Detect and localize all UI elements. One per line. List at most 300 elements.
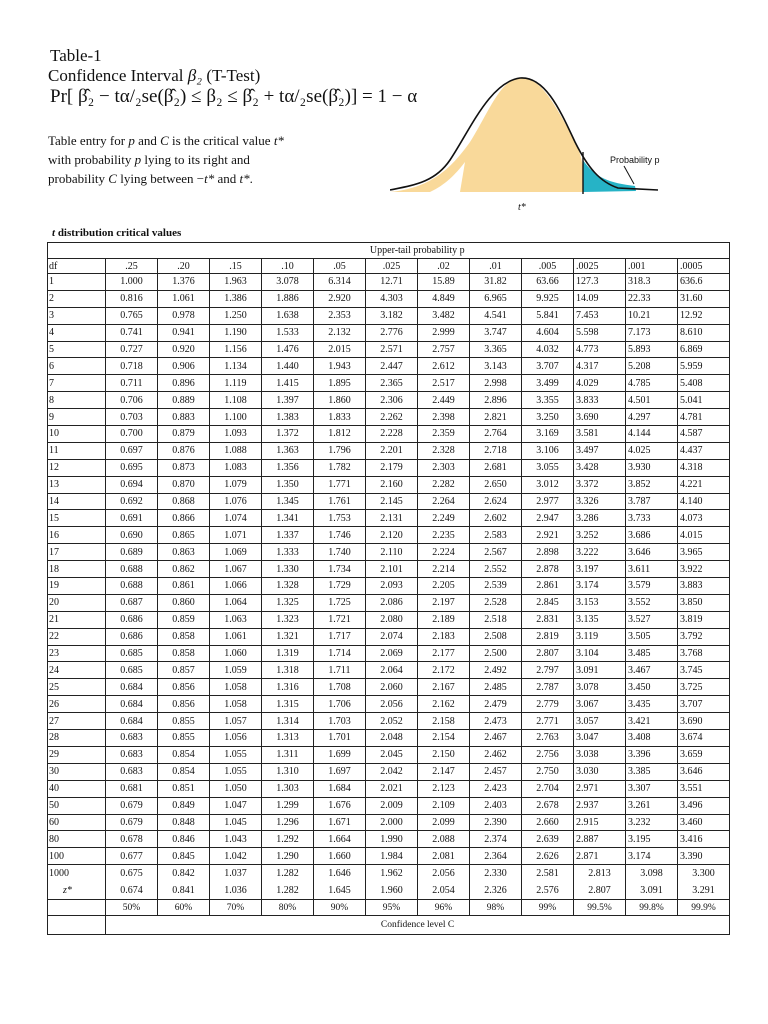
value-cell: 1.440 — [262, 358, 314, 375]
table-row — [48, 290, 730, 307]
value-cell: 1.156 — [210, 341, 262, 358]
value-cell: 1.796 — [314, 442, 366, 459]
value-cell: 3.416 — [678, 831, 730, 848]
value-cell: 2.052 — [366, 713, 418, 730]
value-cell: 3.552 — [626, 594, 678, 611]
value-cell: 1.333 — [262, 544, 314, 561]
value-cell: 3.686 — [626, 527, 678, 544]
value-cell: 3.174 — [574, 578, 626, 595]
prob-pointer — [624, 166, 634, 184]
value-cell: 3.467 — [626, 662, 678, 679]
value-cell: 0.718 — [106, 358, 158, 375]
table-caption: t distribution critical values — [52, 227, 182, 239]
column-header-10: .001 — [626, 259, 678, 274]
value-cell: 3.496 — [678, 797, 730, 814]
value-cell: 1.782 — [314, 459, 366, 476]
value-cell: 2.056 — [366, 696, 418, 713]
table-row — [48, 324, 730, 341]
value-cell: 2.353 — [314, 307, 366, 324]
value-cell: 3.428 — [574, 459, 626, 476]
value-cell: 1.310 — [262, 763, 314, 780]
value-cell: 1.833 — [314, 409, 366, 426]
value-cell: 3.307 — [626, 780, 678, 797]
value-cell: 3.485 — [626, 645, 678, 662]
value-cell: 1.386 — [210, 290, 262, 307]
value-cell: 3.482 — [418, 307, 470, 324]
value-cell: 0.684 — [106, 713, 158, 730]
value-cell: 2.898 — [522, 544, 574, 561]
value-cell: 0.675 — [120, 868, 143, 880]
value-cell: 2.154 — [418, 730, 470, 747]
confidence-cell: 99.8% — [626, 900, 678, 916]
confidence-cell: 80% — [262, 900, 314, 916]
value-cell: 2.064 — [366, 662, 418, 679]
value-cell: 2.205 — [418, 578, 470, 595]
value-cell: 3.725 — [678, 679, 730, 696]
value-cell: 0.678 — [106, 831, 158, 848]
value-cell: 1.083 — [210, 459, 262, 476]
value-cell: 2.021 — [366, 780, 418, 797]
column-header-5: .025 — [366, 259, 418, 274]
value-cell: 0.691 — [106, 510, 158, 527]
value-cell: 1.714 — [314, 645, 366, 662]
value-cell: 1.860 — [314, 392, 366, 409]
value-cell: 2.678 — [522, 797, 574, 814]
value-cell: 4.140 — [678, 493, 730, 510]
column-header-row — [48, 259, 730, 274]
value-cell: 0.706 — [106, 392, 158, 409]
value-cell: 2.183 — [418, 628, 470, 645]
value-cell: 2.101 — [366, 561, 418, 578]
value-cell: 3.232 — [626, 814, 678, 831]
value-cell: 3.169 — [522, 426, 574, 443]
value-cell: 1.740 — [314, 544, 366, 561]
table-row — [48, 544, 730, 561]
value-cell: 4.025 — [626, 442, 678, 459]
value-cell: 0.697 — [106, 442, 158, 459]
value-cell: 2.326 — [484, 885, 507, 897]
table-row — [48, 307, 730, 324]
value-cell: 2.110 — [366, 544, 418, 561]
df-cell: 14 — [48, 493, 106, 510]
value-cell: 3.450 — [626, 679, 678, 696]
value-cell: 3.300 — [692, 868, 715, 880]
value-cell: 2.214 — [418, 561, 470, 578]
value-cell: 1.646 — [328, 868, 351, 880]
value-cell: 0.741 — [106, 324, 158, 341]
value-cell: 0.683 — [106, 763, 158, 780]
value-cell: 3.091 — [640, 885, 663, 897]
value-cell: 2.167 — [418, 679, 470, 696]
value-cell: 1.761 — [314, 493, 366, 510]
df-cell: 4 — [48, 324, 106, 341]
value-cell: 3.707 — [522, 358, 574, 375]
value-cell: 1.303 — [262, 780, 314, 797]
value-cell: 1.036 — [224, 885, 247, 897]
value-cell: 3.067 — [574, 696, 626, 713]
value-cell: 2.819 — [522, 628, 574, 645]
value-cell: 3.745 — [678, 662, 730, 679]
value-cell: 1.960 — [380, 885, 403, 897]
df-cell: 7 — [48, 375, 106, 392]
value-cell: 2.797 — [522, 662, 574, 679]
df-cell: 19 — [48, 578, 106, 595]
value-cell: 1.047 — [210, 797, 262, 814]
value-cell: 2.567 — [470, 544, 522, 561]
value-cell: 3.527 — [626, 611, 678, 628]
value-cell: 3.551 — [678, 780, 730, 797]
value-cell: 1.282 — [276, 885, 299, 897]
t-table — [47, 242, 729, 935]
value-cell: 1.076 — [210, 493, 262, 510]
value-cell: 1.703 — [314, 713, 366, 730]
value-cell: 3.291 — [692, 885, 715, 897]
value-cell: 3.091 — [574, 662, 626, 679]
value-cell: 0.863 — [158, 544, 210, 561]
value-cell: 2.228 — [366, 426, 418, 443]
value-cell: 2.086 — [366, 594, 418, 611]
df-cell: 5 — [48, 341, 106, 358]
value-cell: 1.060 — [210, 645, 262, 662]
value-cell: 1.350 — [262, 476, 314, 493]
value-cell: 5.408 — [678, 375, 730, 392]
value-cell: 2.999 — [418, 324, 470, 341]
value-cell: 15.89 — [418, 274, 470, 291]
value-cell: 2.088 — [418, 831, 470, 848]
value-cell: 1.250 — [210, 307, 262, 324]
value-cell: 2.074 — [366, 628, 418, 645]
curve-body-fill — [390, 78, 583, 192]
value-cell: 2.539 — [470, 578, 522, 595]
value-cell: 3.174 — [626, 848, 678, 865]
value-cell: 3.365 — [470, 341, 522, 358]
value-cell: 2.123 — [418, 780, 470, 797]
value-cell: 1.059 — [210, 662, 262, 679]
value-cell: 2.517 — [418, 375, 470, 392]
value-cell: 1.706 — [314, 696, 366, 713]
value-cell: 1.699 — [314, 746, 366, 763]
value-cell: 3.390 — [678, 848, 730, 865]
value-cell: 1.383 — [262, 409, 314, 426]
value-cell: 3.883 — [678, 578, 730, 595]
value-cell: 3.106 — [522, 442, 574, 459]
value-cell: 10.21 — [626, 307, 678, 324]
value-cell: 63.66 — [522, 274, 574, 291]
value-cell: 2.813 — [588, 868, 611, 880]
value-cell: 31.82 — [470, 274, 522, 291]
value-cell: 0.868 — [158, 493, 210, 510]
value-cell: 2.147 — [418, 763, 470, 780]
value-cell: 0.677 — [106, 848, 158, 865]
table-row — [48, 780, 730, 797]
df-cell: 21 — [48, 611, 106, 628]
value-cell: 1.056 — [210, 730, 262, 747]
value-cell: 2.937 — [574, 797, 626, 814]
confidence-row — [48, 900, 730, 916]
value-cell: 0.879 — [158, 426, 210, 443]
value-cell: 1.066 — [210, 578, 262, 595]
value-cell: 1.708 — [314, 679, 366, 696]
value-cell: 1.671 — [314, 814, 366, 831]
value-cell: 0.683 — [106, 730, 158, 747]
value-cell: 5.893 — [626, 341, 678, 358]
df-cell: 29 — [48, 746, 106, 763]
value-cell: 2.249 — [418, 510, 470, 527]
value-cell: 31.60 — [678, 290, 730, 307]
column-header-4: .05 — [314, 259, 366, 274]
df-cell: 25 — [48, 679, 106, 696]
value-cell: 2.998 — [470, 375, 522, 392]
value-cell: 3.421 — [626, 713, 678, 730]
df-cell: 11 — [48, 442, 106, 459]
table-subtitle: Confidence Interval β₂ (T-Test) — [48, 66, 261, 85]
value-cell: 2.093 — [366, 578, 418, 595]
df-cell: 27 — [48, 713, 106, 730]
value-cell: 2.518 — [470, 611, 522, 628]
df-cell: 100 — [48, 848, 106, 865]
value-cell: 3.252 — [574, 527, 626, 544]
value-cell: 1.058 — [210, 679, 262, 696]
value-cell: 2.374 — [470, 831, 522, 848]
value-cell: 3.222 — [574, 544, 626, 561]
value-cell: 1.886 — [262, 290, 314, 307]
value-cell: 2.060 — [366, 679, 418, 696]
value-cell: 4.604 — [522, 324, 574, 341]
value-cell: 4.297 — [626, 409, 678, 426]
value-cell: 2.177 — [418, 645, 470, 662]
value-cell: 3.030 — [574, 763, 626, 780]
confidence-formula: Pr[ β̂₂ − tα/₂se(β̂₂) ≤ β₂ ≤ β̂₂ + tα/₂se(β̂₂)] = 1 − α — [50, 86, 418, 107]
value-cell: 2.552 — [470, 561, 522, 578]
value-cell: 1.323 — [262, 611, 314, 628]
df-cell: 17 — [48, 544, 106, 561]
value-cell: 2.403 — [470, 797, 522, 814]
df-cell: 18 — [48, 561, 106, 578]
value-cell: 14.09 — [574, 290, 626, 307]
value-cell: 0.689 — [106, 544, 158, 561]
value-cell: 2.492 — [470, 662, 522, 679]
value-cell: 2.756 — [522, 746, 574, 763]
value-cell: 2.131 — [366, 510, 418, 527]
value-cell: 0.841 — [172, 885, 195, 897]
value-cell: 2.330 — [484, 868, 507, 880]
value-cell: 4.849 — [418, 290, 470, 307]
table-row — [48, 713, 730, 730]
table-row — [48, 442, 730, 459]
value-cell: 4.773 — [574, 341, 626, 358]
value-cell: 3.850 — [678, 594, 730, 611]
value-cell: 2.626 — [522, 848, 574, 865]
value-cell: 2.359 — [418, 426, 470, 443]
value-cell: 0.855 — [158, 713, 210, 730]
value-cell: 2.821 — [470, 409, 522, 426]
value-cell: 1.050 — [210, 780, 262, 797]
value-cell: 2.787 — [522, 679, 574, 696]
value-cell: 5.598 — [574, 324, 626, 341]
value-cell: 1.299 — [262, 797, 314, 814]
value-cell: 4.015 — [678, 527, 730, 544]
value-cell: 0.685 — [106, 662, 158, 679]
value-cell: 3.195 — [626, 831, 678, 848]
value-cell: 0.860 — [158, 594, 210, 611]
value-cell: 1.315 — [262, 696, 314, 713]
value-cell: 2.056 — [432, 868, 455, 880]
value-cell: 0.695 — [106, 459, 158, 476]
value-cell: 2.831 — [522, 611, 574, 628]
value-cell: 0.688 — [106, 578, 158, 595]
probability-label: Probability p — [610, 155, 660, 165]
value-cell: 0.941 — [158, 324, 210, 341]
value-cell: 2.158 — [418, 713, 470, 730]
df-cell: 13 — [48, 476, 106, 493]
value-cell: 1.190 — [210, 324, 262, 341]
table-row — [48, 628, 730, 645]
value-cell: 9.925 — [522, 290, 574, 307]
table-row — [48, 578, 730, 595]
value-cell: 2.235 — [418, 527, 470, 544]
value-cell: 3.659 — [678, 746, 730, 763]
value-cell: 1.328 — [262, 578, 314, 595]
value-cell: 2.306 — [366, 392, 418, 409]
value-cell: 5.841 — [522, 307, 574, 324]
value-cell: 1.108 — [210, 392, 262, 409]
value-cell: 1.721 — [314, 611, 366, 628]
value-cell: 2.921 — [522, 527, 574, 544]
confidence-cell: 70% — [210, 900, 262, 916]
value-cell: 0.684 — [106, 696, 158, 713]
value-cell: 3.104 — [574, 645, 626, 662]
df-cell: 26 — [48, 696, 106, 713]
value-cell: 2.718 — [470, 442, 522, 459]
value-cell: 2.479 — [470, 696, 522, 713]
df-cell: 60 — [48, 814, 106, 831]
value-cell: 1.282 — [276, 868, 299, 880]
value-cell: 0.858 — [158, 645, 210, 662]
value-cell: 1.638 — [262, 307, 314, 324]
value-cell: 1.069 — [210, 544, 262, 561]
value-cell: 1.055 — [210, 746, 262, 763]
value-cell: 1.043 — [210, 831, 262, 848]
value-cell: 0.873 — [158, 459, 210, 476]
confidence-cell: 99.9% — [678, 900, 730, 916]
value-cell: 1.734 — [314, 561, 366, 578]
value-cell: 3.611 — [626, 561, 678, 578]
table-row — [48, 797, 730, 814]
value-cell: 2.201 — [366, 442, 418, 459]
value-cell: 2.473 — [470, 713, 522, 730]
value-cell: 3.119 — [574, 628, 626, 645]
value-cell: 2.009 — [366, 797, 418, 814]
value-cell: 2.447 — [366, 358, 418, 375]
value-cell: 3.078 — [262, 274, 314, 291]
table-row — [48, 645, 730, 662]
confidence-cell: 96% — [418, 900, 470, 916]
value-cell: 3.047 — [574, 730, 626, 747]
value-cell: 2.947 — [522, 510, 574, 527]
table-row — [48, 358, 730, 375]
value-cell: 2.612 — [418, 358, 470, 375]
value-cell: 1.729 — [314, 578, 366, 595]
value-cell: 1.476 — [262, 341, 314, 358]
value-cell: 1.093 — [210, 426, 262, 443]
value-cell: 3.261 — [626, 797, 678, 814]
table-row — [48, 746, 730, 763]
confidence-cell: 99% — [522, 900, 574, 916]
value-cell: 3.819 — [678, 611, 730, 628]
value-cell: 0.683 — [106, 746, 158, 763]
value-cell: 2.602 — [470, 510, 522, 527]
value-cell: 0.686 — [106, 611, 158, 628]
value-cell: 1.292 — [262, 831, 314, 848]
value-cell: 1.314 — [262, 713, 314, 730]
value-cell: 2.120 — [366, 527, 418, 544]
value-cell: 0.692 — [106, 493, 158, 510]
value-cell: 2.977 — [522, 493, 574, 510]
value-cell: 2.861 — [522, 578, 574, 595]
df-cell: 16 — [48, 527, 106, 544]
table-row — [48, 375, 730, 392]
value-cell: 0.684 — [106, 679, 158, 696]
confidence-cell: 99.5% — [574, 900, 626, 916]
value-cell: 1.330 — [262, 561, 314, 578]
value-cell: 0.848 — [158, 814, 210, 831]
upper-tail-label: Upper-tail probability p — [106, 243, 730, 259]
table-row — [48, 696, 730, 713]
value-cell: 2.650 — [470, 476, 522, 493]
table-row — [48, 493, 730, 510]
value-cell: 2.189 — [418, 611, 470, 628]
confidence-cell: 90% — [314, 900, 366, 916]
value-cell: 2.081 — [418, 848, 470, 865]
value-cell: 3.355 — [522, 392, 574, 409]
df-cell: 80 — [48, 831, 106, 848]
value-cell: 4.501 — [626, 392, 678, 409]
value-cell: 0.674 — [120, 885, 143, 897]
value-cell: 0.688 — [106, 561, 158, 578]
value-cell: 2.262 — [366, 409, 418, 426]
value-cell: 22.33 — [626, 290, 678, 307]
value-cell: 1.067 — [210, 561, 262, 578]
value-cell: 1.711 — [314, 662, 366, 679]
value-cell: 3.078 — [574, 679, 626, 696]
table-description: Table entry for p and C is the critical value t* with probability p lying to its right and probability C lying between −t* and t*. — [48, 133, 284, 186]
value-cell: 3.792 — [678, 628, 730, 645]
value-cell: 1.753 — [314, 510, 366, 527]
value-cell: 0.896 — [158, 375, 210, 392]
value-cell: 2.042 — [366, 763, 418, 780]
value-cell: 0.861 — [158, 578, 210, 595]
value-cell: 0.906 — [158, 358, 210, 375]
value-cell: 1.311 — [262, 746, 314, 763]
value-cell: 2.099 — [418, 814, 470, 831]
value-cell: 4.073 — [678, 510, 730, 527]
value-cell: 2.000 — [366, 814, 418, 831]
value-cell: 2.576 — [536, 885, 559, 897]
value-cell: 3.787 — [626, 493, 678, 510]
value-cell: 1.895 — [314, 375, 366, 392]
table-row — [48, 510, 730, 527]
value-cell: 4.781 — [678, 409, 730, 426]
value-cell: 3.143 — [470, 358, 522, 375]
value-cell: 1.356 — [262, 459, 314, 476]
confidence-cell: 50% — [106, 900, 158, 916]
table-row — [48, 476, 730, 493]
value-cell: 1.319 — [262, 645, 314, 662]
value-cell: 2.172 — [418, 662, 470, 679]
value-cell: 7.173 — [626, 324, 678, 341]
value-cell: 0.851 — [158, 780, 210, 797]
value-cell: 3.435 — [626, 696, 678, 713]
